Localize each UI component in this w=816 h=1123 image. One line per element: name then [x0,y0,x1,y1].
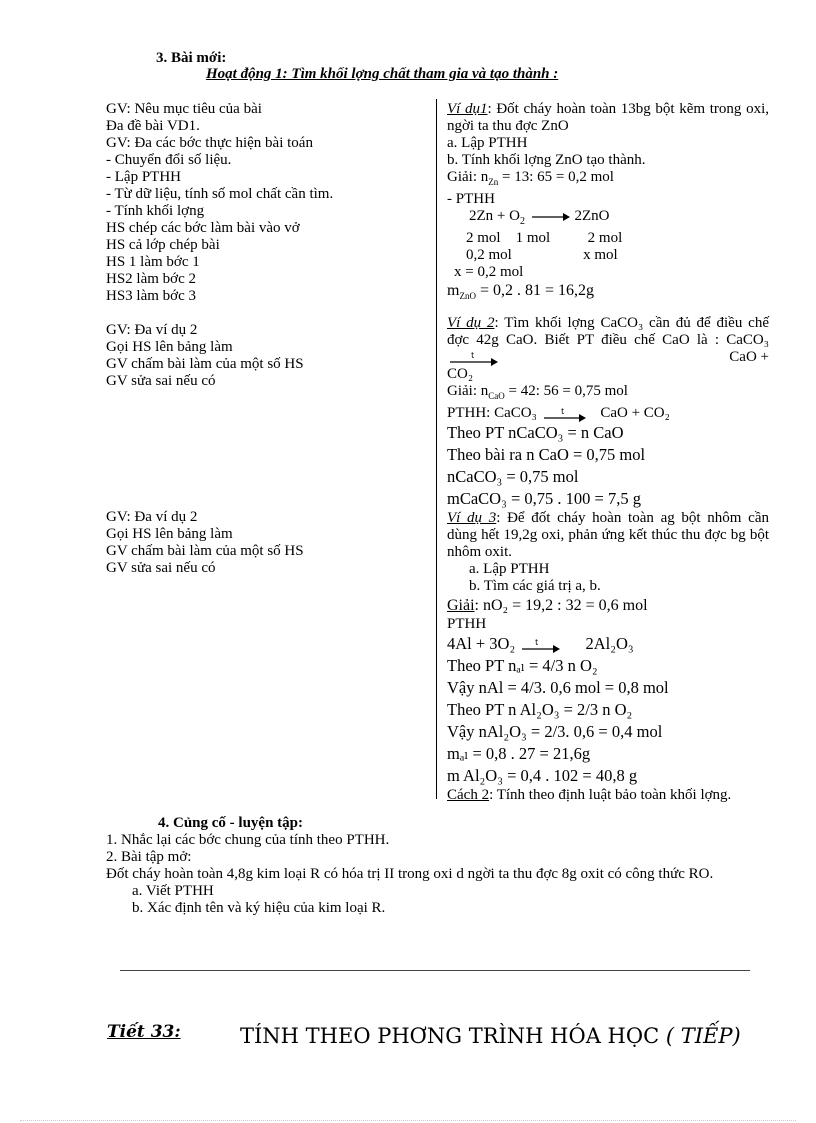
example1-label: Ví dụ1 [447,101,488,117]
left-column-line [106,390,431,407]
example3-giai: Giải: nO₂ = 19,2 : 32 = 0,6 mol [447,597,648,615]
left-column-line: HS cả lớp chép bài [106,237,220,253]
left-column-line: Đa đề bài VD1. [106,118,200,134]
example2-co2: CO₂ [447,366,474,383]
left-column-line: - Tính khối lợng [106,203,205,219]
consolidation-title: 4. Củng cố - luyện tập: [158,815,304,831]
heat-arrow-icon [447,352,499,364]
example1-equation: $2Zn + O_2$ 2ZnO [469,208,610,227]
example1-mass: $m_{ZnO} = 0,2$ . 81 = 16,2g [447,282,594,302]
example1-mol-row2: 0,2 mol x mol [466,247,618,263]
left-column-line: HS3 làm bớc 3 [106,288,197,304]
left-column-line [106,475,431,492]
left-column-line: - Từ dữ liệu, tính số mol chất cần tìm. [106,186,334,202]
example3-statement: Ví dụ 3: Để đốt cháy hoàn toàn ag bột nhôm cần dùng hết 19,2g oxi, phản ứng kết thúc thu đợc bg bột nhôm oxit. [447,510,769,561]
example1-mol-row1: 2 mol 1 mol 2 mol [466,230,623,246]
svg-text:t: t [560,407,564,416]
example3-equation: 4Al + 3O₂ t 2Al₂O₃ [447,634,634,654]
consolidation-item2: 2. Bài tập mở: [106,849,192,865]
example2-line4: mCaCO₃ = 0,75 . 100 = 7,5 g [447,489,641,509]
example2-line3: nCaCO₃ = 0,75 mol [447,467,579,487]
left-column-line: GV: Đa ví dụ 2 [106,322,198,338]
page-bottom-rule [20,1120,796,1121]
left-column-line: Gọi HS lên bảng làm [106,339,233,355]
example1-a: a. Lập PTHH [447,135,528,151]
example1-x: x = 0,2 mol [454,264,524,280]
example2-line1: Theo PT nCaCO₃ = n CaO [447,423,624,443]
content-column [447,101,769,804]
t-mark: t [471,351,475,360]
left-column-line: GV: Đa các bớc thực hiện bài toán [106,135,313,151]
left-column-line [106,305,431,322]
consolidation-section [106,815,768,917]
example1-b: b. Tính khối lợng ZnO tạo thành. [447,152,646,168]
left-column-line: HS chép các bớc làm bài vào vở [106,220,300,236]
example3-pthh: PTHH [447,616,487,633]
left-column-line: GV: Đa ví dụ 2 [106,509,198,525]
example3-b: b. Tìm các giá trị a, b. [469,578,601,595]
left-column-line: GV: Nêu mục tiêu của bài [106,101,262,117]
left-column-line [106,441,431,458]
left-column-line: - Chuyển đổi số liệu. [106,152,232,168]
consolidation-problem: Đốt cháy hoàn toàn 4,8g kim loại R có hóa trị II trong oxi d ngời ta thu đợc 8g oxit có công thức RO. [106,866,714,882]
example2-giai: Giải: $n_{CaO} = 42$: 56 = 0,75 mol [447,383,628,402]
example2-label: Ví dụ 2 [447,315,495,332]
left-column-line: GV sửa sai nếu có [106,560,216,576]
example2-statement: Ví dụ 2: Tìm khối lợng CaCO₃ cần đủ để điều chế đợc 42g CaO. Biết PT điều chế CaO là : CaCO₃ t CaO + [447,315,769,366]
example3-method2: Cách 2: Tính theo định luật bảo toàn khối lợng. [447,787,732,804]
left-column-line: GV chấm bài làm của một số HS [106,543,304,559]
left-column-line: HS2 làm bớc 2 [106,271,197,287]
lesson-number: Tiết 33: [107,1022,181,1042]
left-column-line [106,492,431,509]
left-column-line: HS 1 làm bớc 1 [106,254,200,270]
example3-line3: Theo PT n Al₂O₃ = 2/3 n O₂ [447,700,633,720]
section-divider-line [120,970,750,971]
left-column-line [106,407,431,424]
left-column-line [106,458,431,475]
example3-line2: Vậy nAl = 4/3. 0,6 mol = 0,8 mol [447,678,669,698]
column-divider [436,99,437,799]
example3-line5: mₐₗ = 0,8 . 27 = 21,6g [447,744,591,764]
example2-line2: Theo bài ra n CaO = 0,75 mol [447,445,646,465]
consolidation-item1: 1. Nhắc lại các bớc chung của tính theo PTHH. [106,832,390,848]
section-title: 3. Bài mới: [156,50,227,66]
left-column-line: GV sửa sai nếu có [106,373,216,389]
heat-arrow-icon [541,408,587,420]
example3-a: a. Lập PTHH [469,561,550,578]
example3-label: Ví dụ 3 [447,510,497,527]
left-column-line: Gọi HS lên bảng làm [106,526,233,542]
example1-statement [447,101,769,135]
left-column-line: GV chấm bài làm của một số HS [106,356,304,372]
example2-pthh: PTHH: CaCO₃ t CaO + CO₂ [447,405,670,422]
lesson-title: TÍNH THEO PHƠNG TRÌNH HÓA HỌC ( TIẾP) [240,1024,741,1048]
svg-text:t: t [535,639,539,648]
example1-text: : Đốt cháy hoàn toàn 13bg bột kẽm trong oxi, ngời ta thu đợc ZnO [447,101,769,134]
activity-title: Hoạt động 1: Tìm khối lợng chất tham gia và tạo thành : [206,66,559,82]
reaction-arrow-icon [529,211,571,223]
example3-line1: Theo PT nₐₗ = 4/3 n O₂ [447,656,598,676]
example1-giai: Giải: $n_{Zn} = 13$: 65 = 0,2 mol [447,169,614,187]
left-column-line: - Lập PTHH [106,169,181,185]
consolidation-b: b. Xác định tên và ký hiệu của kim loại R. [132,900,386,916]
example3-line4: Vậy nAl₂O₃ = 2/3. 0,6 = 0,4 mol [447,722,663,742]
consolidation-a: a. Viết PTHH [132,883,214,899]
teacher-student-column [106,101,431,577]
left-column-line [106,424,431,441]
example1-pthh: - PTHH [447,191,495,207]
example3-line6: m Al₂O₃ = 0,4 . 102 = 40,8 g [447,766,638,786]
heat-arrow-icon [519,639,561,651]
